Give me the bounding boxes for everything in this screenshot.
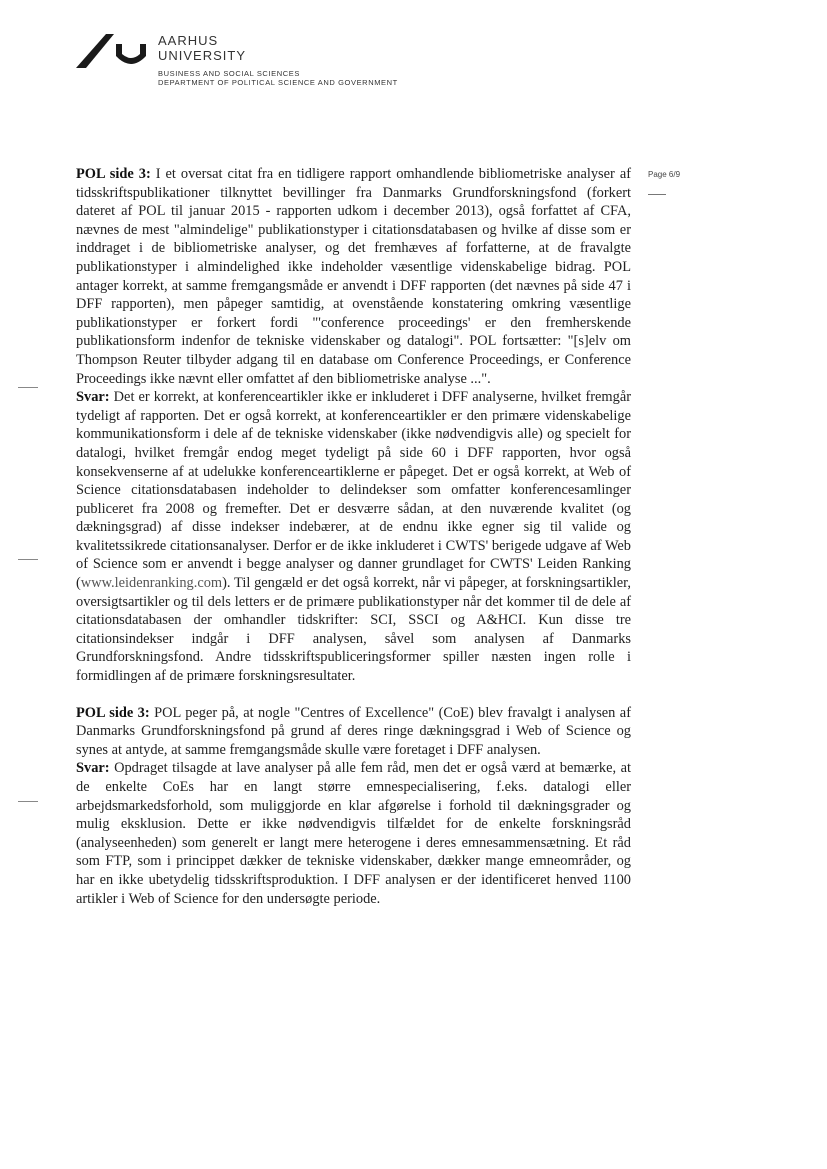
- section-text: I et oversat citat fra en tidligere rapport omhandlende bibliometriske analyser af tidsskriftspublikationer tilknyttet bevillinger fra Danmarks Grundforskningsfond (forkert dateret af POL til januar 2015 - rapporten udkom i december 2013), også forfattet af CFA, nævnes de mest "almindelige" publikationstyper i citationsdatabasen og hvilke af disse som er inddraget i de bibliometriske analyser, og det fremhæves af forfatterne, at de fravalgte publikationstyper i almindelighed ikke indeholder væsentlige videnskabelige bidrag. POL antager korrekt, at samme fremgangsmåde er anvendt i DFF rapporten (det nævnes på side 47 i DFF rapporten), men påpeger samtidig, at ovenstående konstatering omkring væsentlige publikationstyper er forkert fordi "'conference proceedings' er den fremherskende publikationsform indenfor de tekniske videnskaber og datalogi". POL fortsætter: "[s]elv om Thompson Reuter tilbyder adgang til en database om Conference Proceedings, er Conference Proceedings ikke nævnt eller omfattet af den bibliometriske analyse ...".: [76, 166, 631, 387]
- section-text: Det er korrekt, at konferenceartikler ikke er inkluderet i DFF analyserne, hvilket fremgår tydeligt af rapporten. Det er også korrekt, at konferenceartikler er den primære videnskabelige kommunikationsform i dele af de tekniske videnskaber (ikke nødvendigvis alle) og specielt for datalogi, hvilket fremgår endog meget tydeligt på side 60 i DFF rapporten, hvor også konsekvenserne af at udelukke konferenceartiklerne er påpeget. Det er også korrekt, at Web of Science citationsdatabasen indeholder to delindekser som omfatter konferencesamlinger publiceret fra 2008 og fremefter. Det er desværre sådan, at den nuværende kvalitet (og dækningsgrad) af disse indekser indebærer, at de endnu ikke egner sig til valide og kvalitetssikrede citationsanalyser. Derfor er de ikke inkluderet i CWTS' berigede udgave af Web of Science som er anvendt i begge analyser og danner grundlaget for CWTS' Leiden Ranking (: [76, 389, 631, 592]
- section-text: POL peger på, at nogle "Centres of Excellence" (CoE) blev fravalgt i analysen af Danmarks Grundforskningsfond på grund af deres ringe dækningsgrad i Web of Science og synes at antyde, at samme fremgangsmåde skulle være foretaget i DFF analysen.: [76, 704, 631, 758]
- margin-rule: [648, 194, 666, 195]
- paragraph-gap: [76, 686, 631, 704]
- university-name-line1: AARHUS: [158, 33, 219, 48]
- section-text: ). Til gengæld er det også korrekt, når vi påpeger, at forskningsartikler, oversigtsartikler og til dels letters er de primære publikationstyper når det kommer til de dele af citationsdatabasen der omhandler tidskrifter: SCI, SSCI og A&HCI. Kun disse tre citationsindekser indgår i DFF analysen, såvel som analysen af Danmarks Grundforskningsfond. Andre tidsskriftspubliceringsformer spiller næsten ingen rolle i formidlingen af de primære forskningsresultater.: [76, 575, 631, 685]
- section-label: POL side 3:: [76, 166, 151, 182]
- section-text: Opdraget tilsagde at lave analyser på alle fem råd, men det er også værd at bemærke, at de enkelte CoEs har en langt større emnespecialisering, f.eks. datalogi eller arbejdsmarkedsforhold, som muliggjorde en klar afgørelse i forhold til dækningsgrader og mulig eksklusion. Dette er ikke nødvendigvis tilfældet for de enkelte forskningsråd (analyseenheden) som generelt er langt mere heterogene i deres emnesammensætning. Et råd som FTP, som i princippet dækker de tekniske videnskaber, dækker mange emneområder, og har en ikke ubetydelig tidsskriftsproduktion. I DFF analysen er der identificeret henved 1100 artikler i Web of Science for den undersøgte periode.: [76, 760, 631, 907]
- fold-mark: [18, 559, 38, 560]
- section-pol-side-3-b: [76, 704, 631, 760]
- department-name: DEPARTMENT OF POLITICAL SCIENCE AND GOVERNMENT: [158, 78, 398, 87]
- leiden-ranking-url: www.leidenranking.com: [80, 575, 223, 592]
- section-pol-side-3-a: [76, 165, 631, 388]
- section-label: Svar:: [76, 389, 110, 406]
- section-answer-a: [76, 388, 631, 686]
- letterhead-text: [158, 33, 558, 87]
- university-name-line2: UNIVERSITY: [158, 48, 247, 63]
- fold-mark: [18, 801, 38, 802]
- section-answer-b: [76, 759, 631, 908]
- letter-body: [76, 165, 631, 908]
- fold-mark: [18, 387, 38, 388]
- section-label: Svar:: [76, 760, 110, 777]
- faculty-name: BUSINESS AND SOCIAL SCIENCES: [158, 69, 300, 78]
- aarhus-university-logo: [76, 30, 148, 72]
- section-label: POL side 3:: [76, 704, 150, 721]
- page-indicator: Page 6/9: [648, 170, 681, 179]
